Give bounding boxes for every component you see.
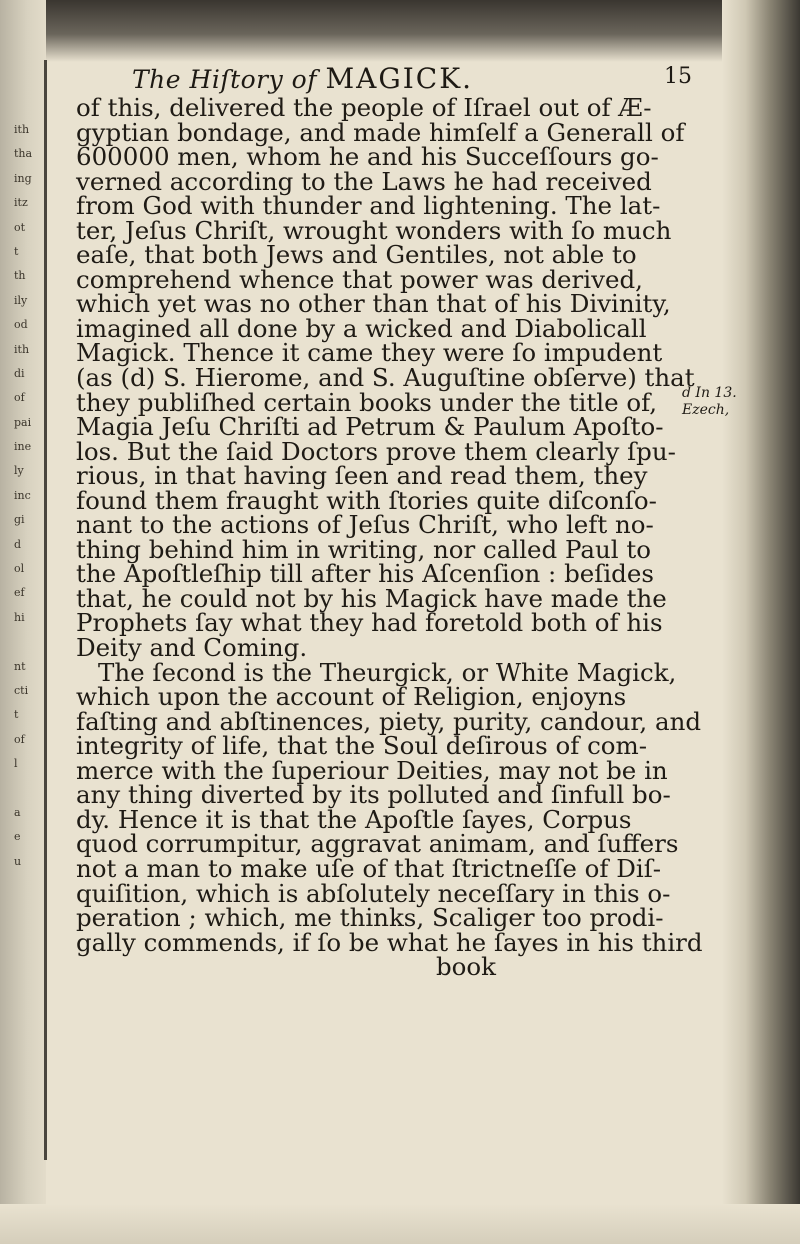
- fragment-text: u: [14, 854, 22, 868]
- fragment-text: itz: [14, 196, 28, 210]
- text-line: found them fraught with ſtories quite diſconſo-: [76, 485, 657, 515]
- text-line: Prophets ſay what they had foretold both of his: [76, 608, 663, 638]
- fragment-text: hi: [14, 610, 25, 624]
- fragment-text: th: [14, 269, 26, 283]
- text-line: that, he could not by his Magick have made the: [76, 583, 667, 613]
- fragment-text: ing: [14, 171, 32, 185]
- fragment-text: tha: [14, 147, 33, 161]
- text-line: which yet was no other than that of his Divinity,: [76, 289, 671, 319]
- fragment-text: ily: [14, 293, 28, 307]
- fragment-text: of: [14, 732, 25, 746]
- body-text: [76, 93, 703, 982]
- text-line: faſting and abſtinences, piety, purity, candour, and: [76, 706, 702, 736]
- fragment-text: gi: [14, 513, 25, 527]
- text-line: imagined all done by a wicked and Diabolicall: [76, 313, 647, 343]
- fragment-text: ot: [14, 220, 26, 234]
- fragment-text: l: [14, 757, 18, 771]
- text-line: of this, delivered the people of Iſrael out of Æ-: [76, 93, 652, 122]
- text-line: Magia Jeſu Chriſti ad Petrum & Paulum Apoſto-: [76, 412, 664, 442]
- text-line: book: [435, 952, 496, 982]
- fragment-text: di: [14, 366, 25, 380]
- text-line: they publiſhed certain books under the title of,: [76, 387, 658, 417]
- text-line: peration ; which, me thinks, Scaliger too prodi-: [76, 903, 664, 933]
- text-line: from God with thunder and lightening. The lat-: [76, 191, 661, 221]
- text-line: comprehend whence that power was derived,: [76, 264, 643, 294]
- text-line: Magick. Thence it came they were ſo impudent: [76, 338, 663, 368]
- fragment-text: od: [14, 318, 28, 332]
- running-head-title: [132, 62, 473, 95]
- text-line: The ſecond is the Theurgick, or White Magick,: [98, 657, 677, 687]
- gutter-fold: [44, 60, 47, 1160]
- margin-note-line: d In 13.: [682, 385, 737, 401]
- page-bottom-shade: [0, 1204, 800, 1244]
- text-line: dy. Hence it is that the Apoſtle ſayes, Corpus: [76, 804, 632, 834]
- fragment-text: t: [14, 708, 19, 722]
- text-line: gyptian bondage, and made himſelf a Generall of: [76, 117, 685, 147]
- text-line: eaſe, that both Jews and Gentiles, not able to: [76, 240, 637, 270]
- text-line: ter, Jeſus Chriſt, wrought wonders with ſo much: [76, 215, 672, 245]
- fragment-text: ef: [14, 586, 25, 600]
- facing-page-fragments: [14, 118, 44, 874]
- fragment-text: ith: [14, 342, 30, 356]
- fragment-text: ine: [14, 440, 32, 454]
- fragment-text: ol: [14, 562, 25, 576]
- text-line: (as (d) S. Hierome, and S. Auguſtine obſerve) that: [76, 363, 695, 393]
- text-line: which upon the account of Religion, enjoyns: [76, 682, 627, 712]
- fragment-text: [14, 630, 44, 654]
- fragment-text: ly: [14, 464, 24, 478]
- page-number: 15: [664, 64, 692, 89]
- fragment-text: nt: [14, 659, 26, 673]
- fragment-text: of: [14, 391, 25, 405]
- fragment-text: a: [14, 805, 21, 819]
- page-top-shadow: [0, 0, 800, 62]
- margin-note: [682, 385, 742, 419]
- fragment-text: ith: [14, 123, 30, 136]
- fragment-text: e: [14, 830, 21, 844]
- text-line: quiſition, which is abſolutely neceſſary in this o-: [76, 878, 671, 908]
- text-line: thing behind him in writing, nor called Paul to: [76, 534, 652, 564]
- text-line: Deity and Coming.: [76, 633, 308, 663]
- running-head-italic: The Hiſtory of: [132, 65, 317, 94]
- fragment-text: t: [14, 244, 19, 258]
- fragment-text: pai: [14, 415, 32, 429]
- text-line: nant to the actions of Jeſus Chriſt, who left no-: [76, 510, 654, 540]
- text-line: rious, in that having ſeen and read them, they: [76, 461, 648, 491]
- text-line: merce with the ſuperiour Deities, may not be in: [76, 755, 668, 785]
- margin-note-line: Ezech,: [682, 402, 730, 418]
- text-line: the Apoſtleſhip till after his Aſcenſion : beſides: [76, 559, 654, 589]
- page-right-edge: [722, 0, 800, 1244]
- text-line: 600000 men, whom he and his Succeſſours go-: [76, 142, 659, 172]
- text-line: los. But the ſaid Doctors prove them clearly ſpu-: [76, 436, 676, 466]
- running-head-caps: MAGICK.: [325, 62, 474, 95]
- fragment-text: inc: [14, 488, 31, 502]
- fragment-text: cti: [14, 683, 29, 697]
- text-line: not a man to make uſe of that ſtrictneſſe of Diſ-: [76, 853, 662, 883]
- text-line: quod corrumpitur, aggravat animam, and ſuffers: [76, 829, 679, 859]
- fragment-text: d: [14, 537, 22, 551]
- text-line: any thing diverted by its polluted and ſinfull bo-: [76, 780, 671, 810]
- fragment-text: [14, 777, 44, 801]
- text-line: integrity of life, that the Soul deſirous of com-: [76, 731, 648, 761]
- text-line: gally commends, if ſo be what he ſayes in his third: [76, 927, 703, 957]
- text-line: verned according to the Laws he had received: [76, 166, 652, 196]
